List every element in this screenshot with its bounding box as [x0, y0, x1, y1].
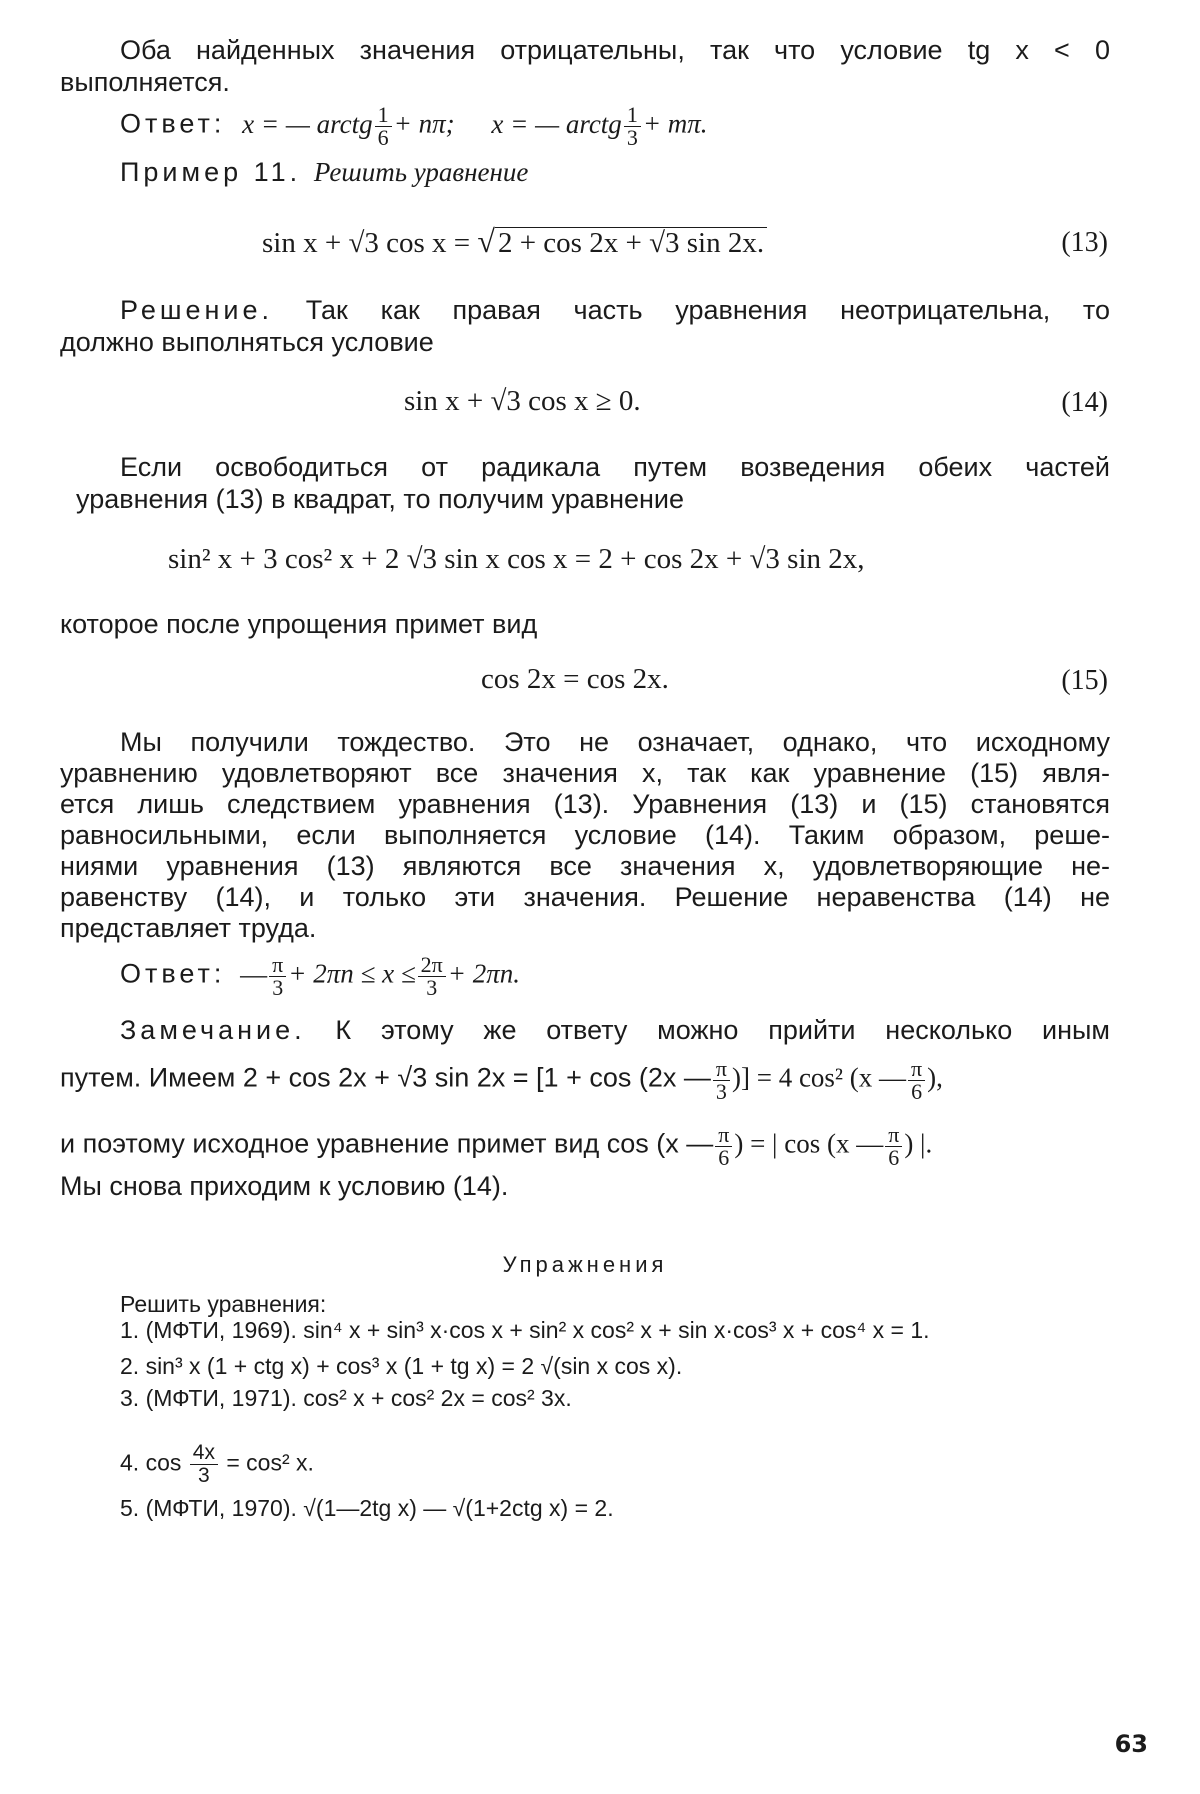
para2-line-2: уравнения (13) в квадрат, то получим уравнение	[76, 484, 685, 514]
equation-14-number: (14)	[1061, 387, 1108, 418]
equation-14: sin x + √3 cos x ≥ 0.	[404, 385, 641, 417]
equation-15: cos 2x = cos 2x.	[481, 663, 669, 695]
fraction: $\frac{2\pi}{3}$	[418, 954, 446, 999]
exercise-item-5: 5. (МФТИ, 1970). √(1—2tg x) — √(1+2ctg x) = 2.	[120, 1495, 614, 1521]
exercises-intro: Решить уравнения:	[120, 1291, 327, 1317]
exercises-heading: Упражнения	[502, 1252, 668, 1277]
equation-15-number: (15)	[1061, 665, 1108, 696]
fraction: $\frac{\pi}{6}$	[908, 1058, 925, 1103]
solution-line-2: должно выполняться условие	[60, 327, 434, 357]
fraction: $\frac{4x}{3}$	[190, 1442, 218, 1487]
intro-line-2: выполняется.	[60, 67, 230, 97]
example-task: Решить уравнение	[313, 157, 529, 187]
para4-line: представляет труда.	[60, 913, 317, 943]
exercise-item-3: 3. (МФТИ, 1971). cos² x + cos² 2x = cos² 3x.	[120, 1385, 572, 1411]
intro-line-1: Оба найденных значения отрицательны, так что условие tg x < 0	[120, 35, 1110, 65]
exercise-item-2: 2. sin³ x (1 + ctg x) + cos³ x (1 + tg x) = 2 √(sin x cos x).	[120, 1353, 683, 1379]
fraction: $\frac{1}{3}$	[624, 104, 641, 149]
solution-line-1: Решение. Так как правая часть уравнения неотрицательна, то	[120, 295, 1110, 325]
para4-line: уравнению удовлетворяют все значения x, так как уравнение (15) явля-	[60, 758, 1110, 788]
exercise-item-4: 4. cos $\frac{4x}{3}$ = cos² x.	[120, 1441, 314, 1487]
remark-line-1: Замечание. К этому же ответу можно прийти несколько иным	[120, 1015, 1110, 1045]
answer-1: Ответ: x = — arctg $\frac{1}{6}$ + nπ; x = — arctg $\frac{1}{3}$ + mπ.	[120, 102, 708, 150]
sqrt-icon: √	[477, 223, 495, 259]
exercise-item-1: 1. (МФТИ, 1969). sin⁴ x + sin³ x·cos x + sin² x cos² x + sin x·cos³ x + cos⁴ x = 1.	[120, 1317, 930, 1343]
equation-squared: sin² x + 3 cos² x + 2 √3 sin x cos x = 2 + cos 2x + √3 sin 2x,	[168, 543, 865, 575]
remark-line-2: путем. Имеем 2 + cos 2x + √3 sin 2x = [1 + cos (2x — $\frac{\pi}{3}$ )] = 4 cos² (x — $\frac{\pi}{6}$ ),	[60, 1056, 943, 1104]
fraction: $\frac{\pi}{6}$	[715, 1124, 732, 1169]
para4-line: ниями уравнения (13) являются все значения x, удовлетворяющие не-	[60, 851, 1110, 881]
equation-13: sin x + √3 cos x = √ 2 + cos 2x + √3 sin 2x.	[262, 224, 767, 260]
example-title	[120, 156, 528, 188]
remark-line-4: Мы снова приходим к условию (14).	[60, 1171, 509, 1201]
fraction: $\frac{\pi}{3}$	[713, 1058, 730, 1103]
remark-line-3: и поэтому исходное уравнение примет вид cos (x — $\frac{\pi}{6}$ ) = | cos (x — $\frac{\pi}{6}$ ) |.	[60, 1122, 933, 1170]
example-label: Пример 11.	[120, 157, 302, 187]
para4-line: Мы получили тождество. Это не означает, однако, что исходному	[120, 727, 1110, 757]
para3-line-1: которое после упрощения примет вид	[60, 609, 538, 639]
para4-line: равенству (14), и только эти значения. Решение неравенства (14) не	[60, 882, 1110, 912]
fraction: $\frac{\pi}{3}$	[269, 954, 286, 999]
para2-line-1: Если освободиться от радикала путем возведения обеих частей	[120, 452, 1110, 482]
solution-label: Решение.	[120, 295, 274, 325]
para4-line: равносильными, если выполняется условие (14). Таким образом, реше-	[60, 820, 1110, 850]
answer-label: Ответ:	[120, 108, 226, 139]
fraction: $\frac{\pi}{6}$	[885, 1124, 902, 1169]
equation-13-number: (13)	[1061, 227, 1108, 258]
fraction: $\frac{1}{6}$	[375, 104, 392, 149]
remark-label: Замечание.	[120, 1015, 306, 1045]
answer-label: Ответ:	[120, 958, 226, 989]
page-number: 63	[1114, 1730, 1148, 1758]
answer-2: Ответ: — $\frac{\pi}{3}$ + 2πn ≤ x ≤ $\frac{2\pi}{3}$ + 2πn.	[120, 952, 520, 1000]
para4-line: ется лишь следствием уравнения (13). Уравнения (13) и (15) становятся	[60, 789, 1110, 819]
